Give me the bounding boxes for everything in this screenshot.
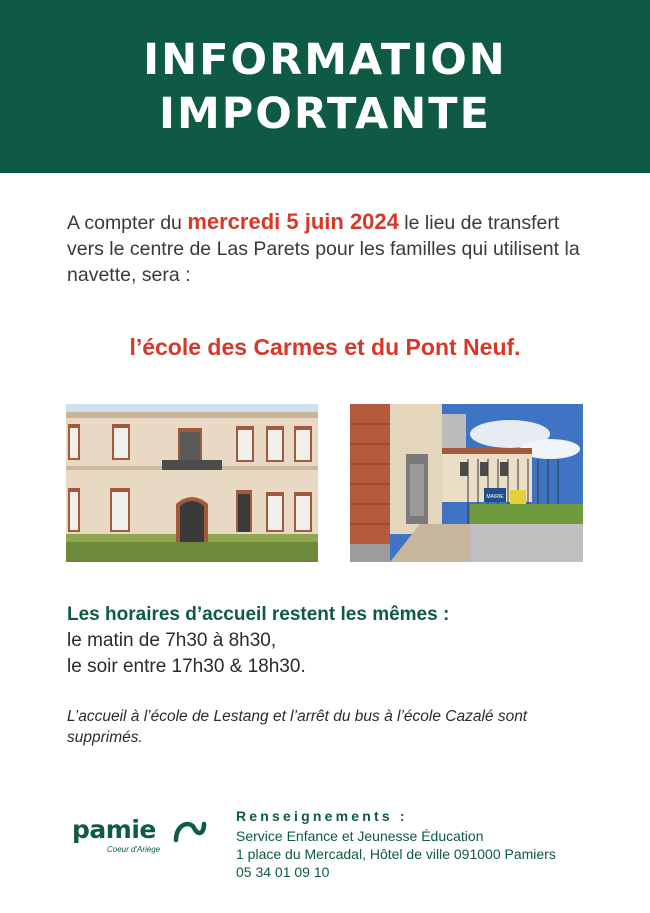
sign-text: MAIRIE bbox=[486, 494, 504, 500]
school-name: l’école des Carmes et du Pont Neuf. bbox=[129, 334, 521, 360]
contact-address: 1 place du Mercadal, Hôtel de ville 091000 Pamiers bbox=[236, 846, 556, 862]
hours-title: Les horaires d’accueil restent les mêmes : bbox=[67, 604, 450, 625]
intro-text-start: A compter du bbox=[67, 212, 188, 234]
header-title-line1: INFORMATION bbox=[143, 34, 507, 85]
hours-evening: le soir entre 17h30 & 18h30. bbox=[67, 656, 306, 677]
hours-morning: le matin de 7h30 à 8h30, bbox=[67, 630, 277, 651]
header-title-line2: IMPORTANTE bbox=[158, 88, 491, 139]
pamiers-logo bbox=[72, 815, 212, 857]
closure-note: L’accueil à l’école de Lestang et l’arrêt du bus à l’école Cazalé sont supprimés. bbox=[67, 708, 528, 746]
header-banner bbox=[0, 0, 650, 173]
logo-name: pamie bbox=[72, 815, 156, 844]
logo-tagline: Coeur d'Ariège bbox=[107, 845, 161, 854]
school-entrance-photo bbox=[350, 404, 583, 562]
contact-phone: 05 34 01 09 10 bbox=[236, 864, 330, 880]
contact-service: Service Enfance et Jeunesse Éducation bbox=[236, 828, 484, 844]
contact-block bbox=[236, 805, 616, 881]
intro-text-end: le lieu de transfert vers le centre de Las Parets pour les familles qui utilisent la navette, sera : bbox=[67, 212, 580, 286]
contact-title: Renseignements : bbox=[236, 808, 408, 824]
intro-paragraph bbox=[67, 209, 587, 288]
hours-section bbox=[67, 602, 607, 680]
school-facade-photo bbox=[66, 404, 318, 562]
logo-swoosh-icon bbox=[172, 818, 208, 844]
intro-date: mercredi 5 juin 2024 bbox=[187, 209, 399, 234]
